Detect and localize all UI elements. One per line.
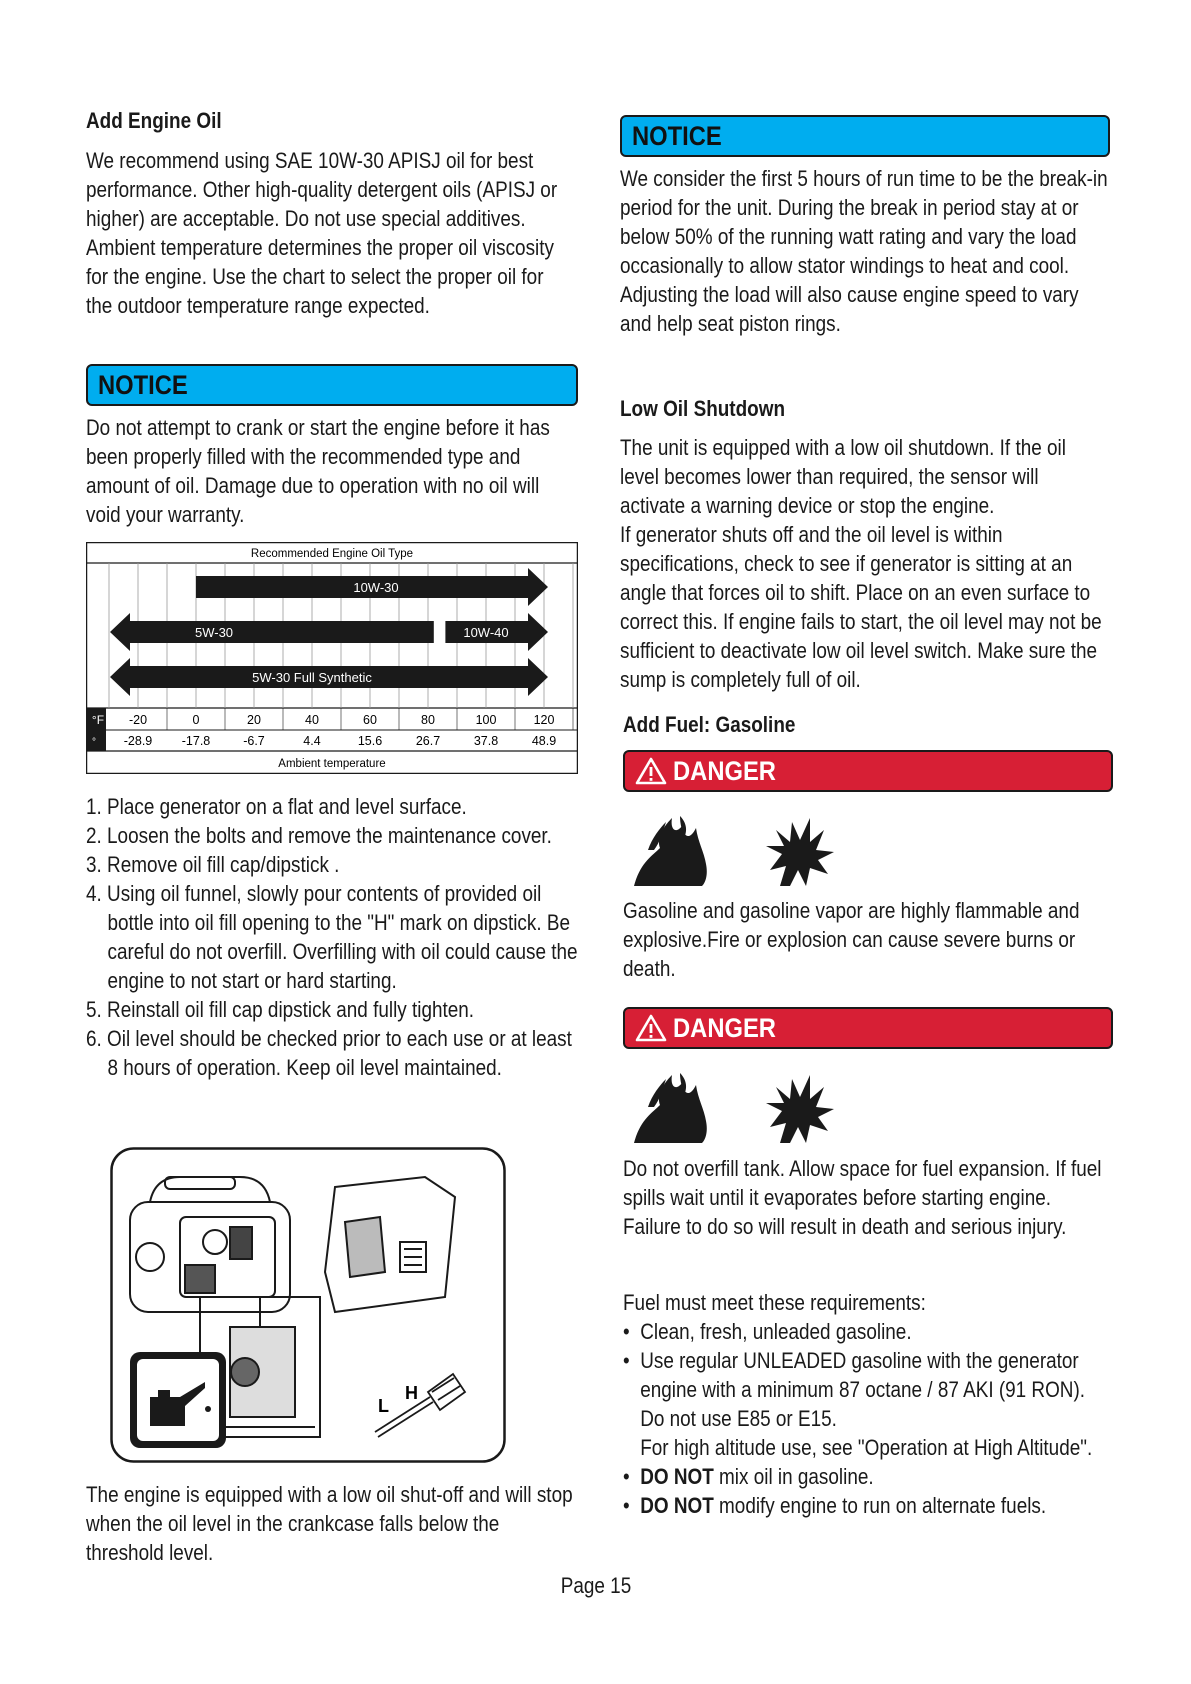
oil-range-label: 5W-30 [194,625,234,640]
f-tick-label: 100 [475,713,497,727]
oil-chart-svg [86,542,578,774]
step-item: 4. Using oil funnel, slowly pour contents of provided oil bottle into oil fill opening to the "H" mark on dipstick. Be careful do not overfill. Overfilling with oil could cause the engine to not start or hard starting. [86,881,578,993]
step-item: 3. Remove oil fill cap/dipstick . [86,852,340,877]
notice-label: NOTICE [98,370,188,400]
step-item: 5. Reinstall oil fill cap dipstick and fully tighten. [86,997,475,1022]
add-fuel-heading: Add Fuel: Gasoline [623,712,796,737]
step-item: 2. Loosen the bolts and remove the maintenance cover. [86,823,552,848]
requirement-item [623,1491,1112,1520]
explosion-icon [766,818,834,886]
fire-icon [634,816,707,886]
requirement-text: mix oil in gasoline. [713,1464,874,1489]
oil-range-label: 10W-40 [463,625,509,640]
requirement-text: modify engine to run on alternate fuels. [713,1493,1047,1518]
danger-2-text: Do not overfill tank. Allow space for fuel expansion. If fuel spills wait until it evaporates before starting engine. Failure to do so will result in death and serious injury. [623,1156,1102,1239]
do-not-emphasis: DO NOT [640,1493,714,1518]
fuel-requirements-list [623,1317,1112,1520]
oil-range-label: 5W-30 Full Synthetic [252,670,372,685]
fuel-requirements-intro: Fuel must meet these requirements: [623,1290,926,1315]
f-tick-label: 80 [421,713,435,727]
f-tick-label: 0 [192,713,200,727]
c-tick-label: 37.8 [473,734,499,748]
f-tick-label: 40 [305,713,319,727]
explosion-icon [766,1075,834,1143]
fire-icon [634,1073,707,1143]
f-tick-label: 60 [363,713,377,727]
warning-triangle-icon [635,1014,667,1042]
c-tick-label: -28.9 [123,734,153,748]
c-tick-label: 15.6 [357,734,383,748]
break-in-text: We consider the first 5 hours of run time to be the break-in period for the unit. During the break in period stay at or below 50% of the running watt rating and vary the load occasionally to allow stator windings to heat and cool. Adjusting the load will also cause engine speed to vary and help seat piston rings. [620,166,1108,336]
c-tick-label: 26.7 [415,734,441,748]
oil-steps-list [86,792,585,1082]
oil-fill-illustration [110,1147,506,1463]
step-item: 1. Place generator on a flat and level surface. [86,794,467,819]
oil-can-icon [130,1352,226,1448]
unit-f: °F [91,713,105,727]
add-engine-oil-heading: Add Engine Oil [86,108,222,133]
chart-xlabel: Ambient temperature [278,758,386,770]
notice-text-left: Do not attempt to crank or start the engine before it has been properly filled with the recommended type and amount of oil. Damage due to operation with no oil will void your warranty. [86,415,550,527]
danger-1-text: Gasoline and gasoline vapor are highly flammable and explosive.Fire or explosion can cause severe burns or death. [623,898,1080,981]
danger-label: DANGER [673,1013,776,1043]
c-tick-label: 48.9 [531,734,557,748]
danger-banner-2 [623,1007,1113,1049]
f-tick-label: -20 [128,713,148,727]
danger-banner-1 [623,750,1113,792]
requirement-item: • Clean, fresh, unleaded gasoline. [623,1317,1112,1346]
warning-triangle-icon [635,757,667,785]
unit-c: ° [92,737,96,748]
requirement-text: Use regular UNLEADED gasoline with the generator engine with a minimum 87 octane / 87 AKI (91 RON). Do not use E85 or E15. [640,1348,1086,1431]
notice-banner-right [620,115,1110,157]
notice-label: NOTICE [632,121,722,151]
requirement-subtext: For high altitude use, see "Operation at High Altitude". [640,1435,1093,1460]
step-item: 6. Oil level should be checked prior to each use or at least 8 hours of operation. Keep oil level maintained. [86,1026,572,1080]
low-oil-heading: Low Oil Shutdown [620,396,785,421]
c-tick-label: 4.4 [303,734,321,748]
c-tick-label: -17.8 [181,734,211,748]
chart-title: Recommended Engine Oil Type [250,548,414,560]
do-not-emphasis: DO NOT [640,1464,714,1489]
danger-label: DANGER [673,756,776,786]
dipstick-low-mark: L [378,1396,389,1416]
f-tick-label: 20 [247,713,261,727]
oil-range-label: 10W-30 [353,580,399,595]
low-oil-text-2: If generator shuts off and the oil level is within specifications, check to see if generator is sitting at an angle that forces oil to shift. Place on an even surface to correct this. If engine fails to start, the oil level may not be sufficient to deactivate low oil level switch. Make sure the sump is completely full of oil. [620,522,1102,692]
oil-type-chart [86,542,578,774]
requirement-item [623,1346,1112,1462]
add-engine-oil-text: We recommend using SAE 10W-30 APISJ oil for best performance. Other high-quality detergent oils (APISJ or higher) are acceptable. Do not use special additives. Ambient temperature determines the proper oil viscosity for the engine. Use the chart to select the proper oil for the outdoor temperature range expected. [86,148,558,318]
notice-banner-left [86,364,578,406]
dipstick-high-mark: H [405,1383,418,1403]
requirement-item [623,1462,1112,1491]
low-oil-shutoff-text: The engine is equipped with a low oil shut-off and will stop when the oil level in the crankcase falls below the threshold level. [86,1482,573,1565]
page-number: Page 15 [560,1573,631,1598]
low-oil-text-1: The unit is equipped with a low oil shutdown. If the oil level becomes lower than required, the sensor will activate a warning device or stop the engine. [620,435,1066,518]
f-tick-label: 120 [533,713,555,727]
c-tick-label: -6.7 [243,734,265,748]
